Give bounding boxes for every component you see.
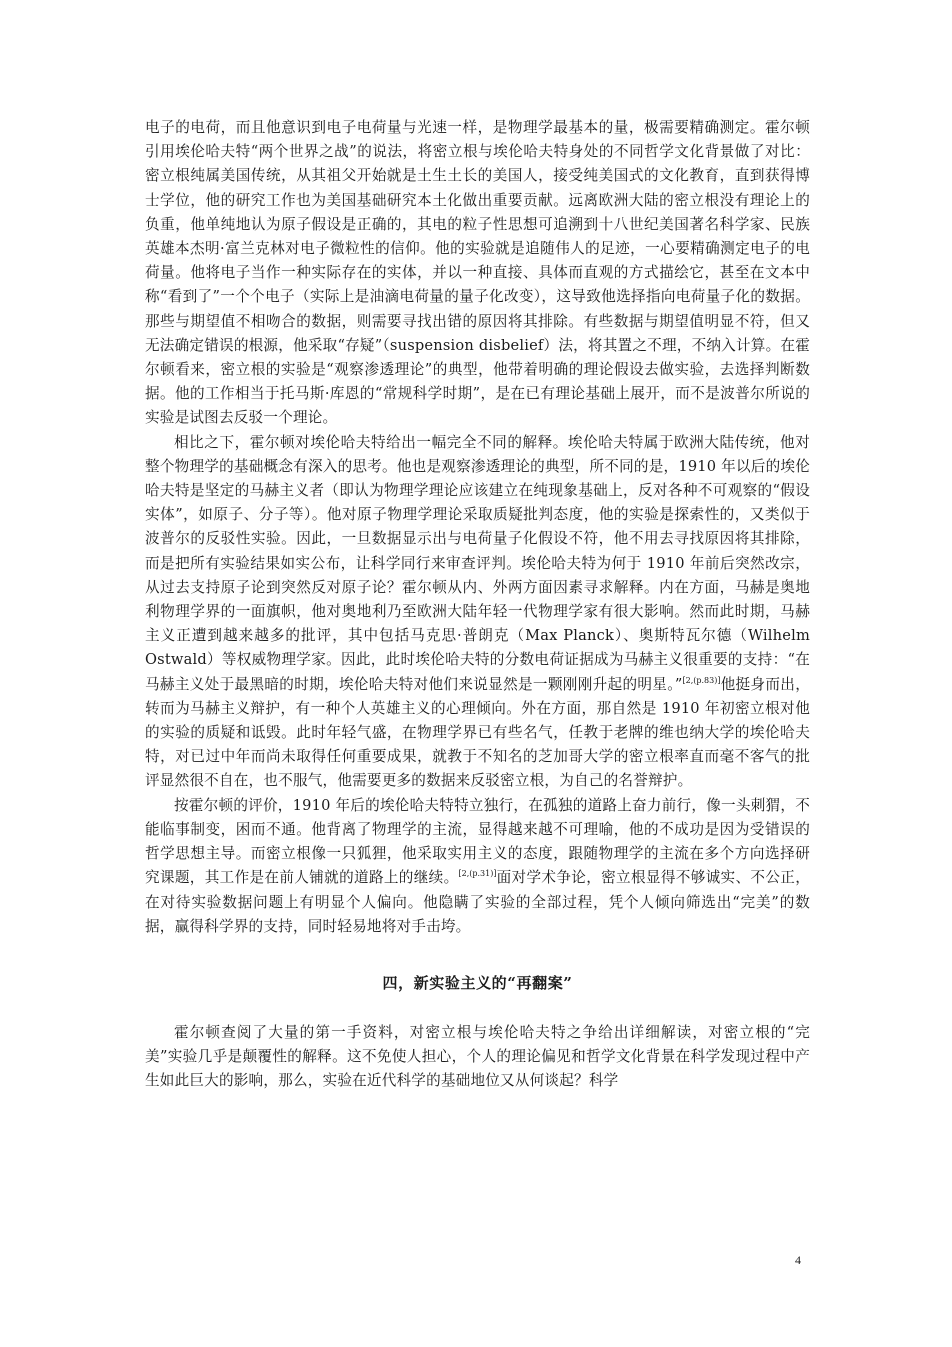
paragraph: [145, 794, 810, 939]
citation-reference: [2,(p.83)]: [682, 675, 721, 685]
paragraph: [145, 116, 810, 431]
page-number: 4: [795, 1253, 801, 1267]
paragraph-text: 电子的电荷，而且他意识到电子电荷量与光速一样，是物理学最基本的量，极需要精确测定。霍尔顿引用埃伦哈夫特“两个世界之战”的说法，将密立根与埃伦哈夫特身处的不同哲学文化背景做了对比：密立根纯属美国传统，从其祖父开始就是土生土长的美国人，接受纯美国式的文化教育，直到获得博士学位，他的研究工作也为美国基础研究本土化做出重要贡献。远离欧洲大陆的密立根没有理论上的负重，他单纯地认为原子假设是正确的，其电的粒子性思想可追溯到十八世纪美国著名科学家、民族英雄本杰明·富兰克林对电子微粒性的信仰。他的实验就是追随伟人的足迹，一心要精确测定电子的电荷量。他将电子当作一种实际存在的实体，并以一种直接、具体而直观的方式描绘它，甚至在文本中称“看到了”一个个电子（实际上是油滴电荷量的量子化改变），这导致他选择指向电荷量子化的数据。那些与期望值不相吻合的数据，则需要寻找出错的原因将其排除。有些数据与期望值明显不符，但又无法确定错误的根源，他采取“存疑”（suspension disbelief）法，将其置之不理，不纳入计算。在霍尔顿看来，密立根的实验是“观察渗透理论”的典型，他带着明确的理论假设去做实验，去选择判断数据。他的工作相当于托马斯·库恩的“常规科学时期”，是在已有理论基础上展开，而不是波普尔所说的实验是试图去反驳一个理论。: [145, 119, 810, 427]
paragraph-text: 相比之下，霍尔顿对埃伦哈夫特给出一幅完全不同的解释。埃伦哈夫特属于欧洲大陆传统，他对整个物理学的基础概念有深入的思考。他也是观察渗透理论的典型，所不同的是，1910 年以后的埃伦哈夫特是坚定的马赫主义者（即认为物理学理论应该建立在纯现象基础上，反对各种不可观察的“假设实体”，如原子、分子等）。他对原子物理学理论采取质疑批判态度，他的实验是探索性的，又类似于波普尔的反驳性实验。因此，一旦数据显示出与电荷量子化假设不符，他不用去寻找原因将其排除，而是把所有实验结果如实公布，让科学同行来审查评判。埃伦哈夫特为何于 1910 年前后突然改宗，从过去支持原子论到突然反对原子论？霍尔顿从内、外两方面因素寻求解释。内在方面，马赫是奥地利物理学界的一面旗帜，他对奥地利乃至欧洲大陆年轻一代物理学家有很大影响。然而此时期，马赫主义正遭到越来越多的批评，其中包括马克思·普朗克（Max Planck）、奥斯特瓦尔德（Wilhelm Ostwald）等权威物理学家。因此，此时埃伦哈夫特的分数电荷证据成为马赫主义很重要的支持：“在马赫主义处于最黑暗的时期，埃伦哈夫特对他们来说显然是一颗刚刚升起的明星。”: [145, 433, 810, 693]
page-body: [145, 116, 810, 1094]
section-heading: 四，新实验主义的“再翻案”: [382, 973, 573, 992]
final-paragraph: 霍尔顿查阅了大量的第一手资料，对密立根与埃伦哈夫特之争给出详细解读，对密立根的“完美”实验几乎是颠覆性的解释。这不免使人担心，个人的理论偏见和哲学文化背景在科学发现过程中产生如此巨大的影响，那么，实验在近代科学的基础地位又从何谈起？科学: [145, 1023, 810, 1090]
paragraph: [145, 431, 810, 794]
body-text: [145, 116, 810, 939]
paragraph-text: 按霍尔顿的评价，1910 年后的埃伦哈夫特特立独行，在孤独的道路上奋力前行，像一头刺猬，不能临事制变，困而不通。他背离了物理学的主流，显得越来越不可理喻，他的不成功是因为受错误的哲学思想主导。而密立根像一只狐狸，他采取实用主义的态度，跟随物理学的主流在多个方向选择研究课题，其工作是在前人铺就的道路上的继续。: [145, 796, 810, 887]
citation-reference: [2,(p.31)]: [458, 869, 497, 879]
paragraph-text: 面对学术争论，密立根显得不够诚实、不公正，在对待实验数据问题上有明显个人偏向。他隐瞒了实验的全部过程，凭个人倾向筛选出“完美”的数据，赢得科学界的支持，同时轻易地将对手击垮。: [145, 869, 810, 935]
paragraph-text: 他挺身而出，转而为马赫主义辩护，有一种个人英雄主义的心理倾向。外在方面，那自然是 1910 年初密立根对他的实验的质疑和诋毁。此时年轻气盛，在物理学界已有些名气，任教于老牌的维也纳大学的埃伦哈夫特，对已过中年而尚未取得任何重要成果，就教于不知名的芝加哥大学的密立根率直而毫不客气的批评显然很不自在，也不服气，他需要更多的数据来反驳密立根，为自己的名誉辩护。: [145, 675, 810, 790]
